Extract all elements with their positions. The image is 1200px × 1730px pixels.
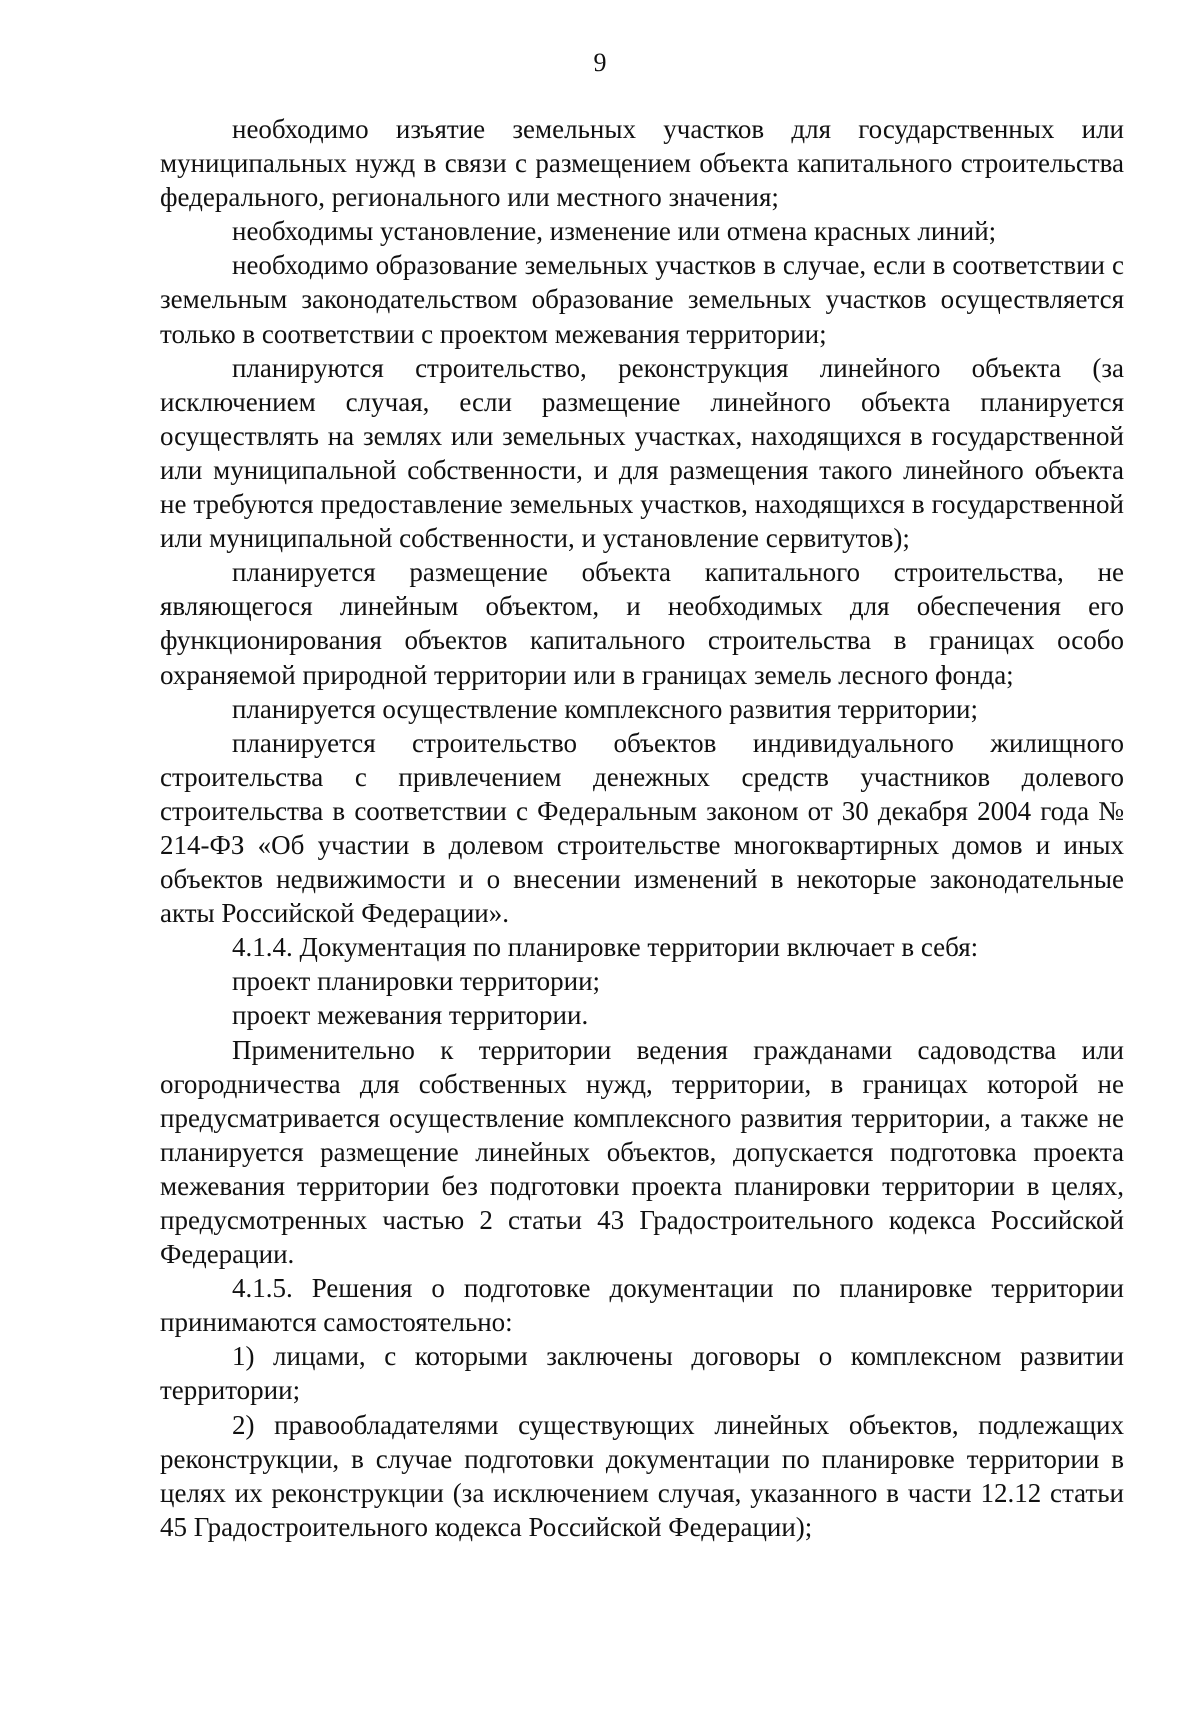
paragraph-section-4-1-4: 4.1.4. Документация по планировке территории включает в себя:: [232, 932, 979, 963]
paragraph-surveying-project: проект межевания территории.: [232, 1000, 589, 1031]
paragraph-red-lines: необходимы установление, изменение или отмена красных линий;: [232, 216, 997, 247]
paragraph-protected-territory: планируется размещение объекта капитального строительства, не являющегося линейным объектом, и необходимых для обеспечения его функционирования объектов капитального строительства в границах особо охраняемой природной территории или в границах земель лесного фонда;: [160, 557, 1124, 690]
page-number: 9: [593, 48, 607, 77]
paragraph-item-1: 1) лицами, с которыми заключены договоры о комплексном развитии территории;: [160, 1341, 1124, 1406]
document-body: [160, 112, 1124, 1544]
paragraph-section-4-1-5: 4.1.5. Решения о подготовке документации по планировке территории принимаются самостоятельно:: [160, 1273, 1124, 1338]
paragraph-gardening-territory: Применительно к территории ведения гражданами садоводства или огородничества для собственных нужд, территории, в границах которой не предусматривается осуществление комплексного развития территории, а также не планируется размещение линейных объектов, допускается подготовка проекта межевания территории без подготовки проекта планировки территории в целях, предусмотренных частью 2 статьи 43 Градостроительного кодекса Российской Федерации.: [160, 1034, 1124, 1270]
paragraph-planning-project: проект планировки территории;: [232, 966, 601, 997]
paragraph-item-2: 2) правообладателями существующих линейных объектов, подлежащих реконструкции, в случае подготовки документации по планировке территории в целях их реконструкции (за исключением случая, указанного в части 12.12 статьи 45 Градостроительного кодекса Российской Федерации);: [160, 1409, 1124, 1542]
paragraph-land-seizure: необходимо изъятие земельных участков для государственных или муниципальных нужд в связи с размещением объекта капитального строительства федерального, регионального или местного значения;: [160, 114, 1124, 213]
paragraph-complex-development: планируется осуществление комплексного развития территории;: [232, 693, 978, 724]
paragraph-housing-construction: планируется строительство объектов индивидуального жилищного строительства с привлечением денежных средств участников долевого строительства в соответствии с Федеральным законом от 30 декабря 2004 года № 214-ФЗ «Об участии в долевом строительстве многоквартирных домов и иных объектов недвижимости и о внесении изменений в некоторые законодательные акты Российской Федерации».: [160, 727, 1124, 929]
paragraph-land-formation: необходимо образование земельных участков в случае, если в соответствии с земельным законодательством образование земельных участков осуществляется только в соответствии с проектом межевания территории;: [160, 250, 1124, 349]
paragraph-linear-object: планируются строительство, реконструкция линейного объекта (за исключением случая, если размещение линейного объекта планируется осуществлять на землях или земельных участках, находящихся в государственной или муниципальной собственности, и для размещения такого линейного объекта не требуются предоставление земельных участков, находящихся в государственной или муниципальной собственности, и установление сервитутов);: [160, 352, 1124, 554]
